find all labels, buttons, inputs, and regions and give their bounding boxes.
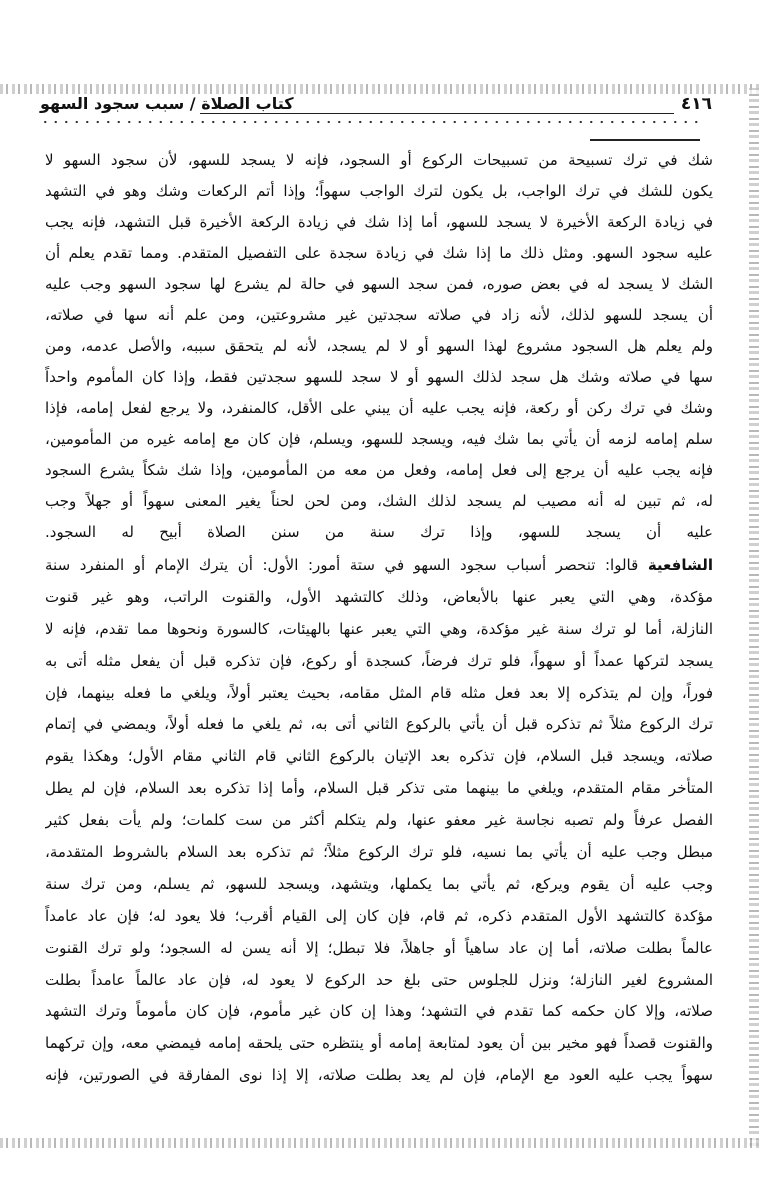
text-line: والقنوت قصداً فهو مخير بين أن يعود لمتابعة إمامه أو ينتظره حتى يلحقه إمامه فيمضي معه، وإن تركهما bbox=[45, 1034, 713, 1053]
text-line: المتأخر مقام المتقدم، ويلغي ما بينهما متى تذكر قبل السلام، وأما إذا تذكره بعد السلام، فإن لم يطل bbox=[45, 779, 713, 798]
text-line: الشك لا يسجد له في بعض صوره، فمن سجد السهو في حالة لم يشرع لها سجود السهو وجب عليه bbox=[45, 275, 713, 293]
header-rule bbox=[200, 113, 674, 114]
text-line: صلاته، وإلا كان حكمه كما تقدم في التشهد؛ وهذا إن كان غير مأموم، فإن كان مأموماً وترك التشهد bbox=[45, 1002, 713, 1021]
school-name-shafiiya: الشافعية bbox=[647, 556, 713, 574]
page-number: ٤١٦ bbox=[680, 94, 712, 114]
text-line: ولم يعلم هل السجود مشروع لهذا السهو أو لا لم يسجد، لأنه لم يتحقق سببه، والأصل عدمه، ومن bbox=[45, 337, 713, 355]
text-line: مؤكدة، وهي التي يعبر عنها بالأبعاض، وذلك كالتشهد الأول، والقنوت الراتب، وهو غير قنوت bbox=[45, 587, 713, 606]
text-line: يسجد لتركها عمداً أو سهواً، فلو ترك فرضاً، كسجدة أو ركوع، فإن تذكره قبل أن يفعل مثله أتى به bbox=[45, 651, 713, 670]
decorative-border-bottom bbox=[0, 1138, 760, 1148]
text-line: وشك في ترك ركن أو ركعة، فإنه يجب عليه أن يبني على الأقل، كالمنفرد، ولا يرجع لفعل إمامه، فإذا bbox=[45, 399, 713, 417]
paragraph-1 bbox=[45, 145, 713, 548]
running-title: كتاب الصلاة / سبب سجود السهو bbox=[40, 94, 294, 113]
text-line: شك في ترك تسبيحة من تسبيحات الركوع أو السجود، فإنه لا يسجد للسهو، لأن سجود السهو لا bbox=[45, 151, 713, 169]
text-line: سهواً يجب عليه العود مع الإمام، فإن لم يعد بطلت صلاته، إلا إذا نوى المفارقة في الصورتين، فإنه bbox=[45, 1066, 713, 1085]
text-line: النازلة، أما لو ترك سنة غير مؤكدة، وهي التي يعبر عنها بالهيئات، كالسورة ونحوها مما تقدم، فإنه لا bbox=[45, 619, 713, 638]
text-line: وجب عليه أن يقوم ويركع، ثم يأتي بما يكملها، ويتشهد، ويسجد للسهو، ثم يسلم، ومن ترك سنة bbox=[45, 874, 713, 893]
text-line: فإنه يجب عليه أن يرجع إلى فعل إمامه، وفعل من معه من المأمومين، وإذا شك شكاً يشرع السجود bbox=[45, 461, 713, 479]
text-line: مبطل وجب عليه أن يأتي بما نسيه، فلو ترك الركوع مثلاً؛ ثم تذكره بعد السلام بالشروط المتقدمة، bbox=[45, 843, 713, 862]
decorative-border-right bbox=[749, 88, 759, 1146]
text-line: في زيادة الركعة الأخيرة لا يسجد للسهو، أما إذا شك في زيادة الركعة الأخيرة قبل التشهد، فإنه يجب bbox=[45, 213, 713, 231]
footnote-rule bbox=[590, 139, 700, 141]
text-line: عليه أن يسجد للسهو، وإذا ترك سنة من سنن الصلاة أبيح له السجود. bbox=[45, 523, 713, 541]
page-header bbox=[40, 94, 712, 120]
text-line: ترك الركوع مثلاً ثم تذكره قبل أن يأتي بالركوع الثاني أتى به، ثم يلغي ما فعله أولاً، ويمضي في إتمام bbox=[45, 715, 713, 734]
text-line: يكون للشك في ترك الواجب، بل يكون لترك الواجب سهواً؛ وإذا أتم الركعات وشك وهو في التشهد bbox=[45, 182, 713, 200]
dotted-separator bbox=[40, 120, 705, 124]
text-line: المشروع لغير النازلة؛ ونزل للجلوس حتى بلغ حد الركوع لا يعود له، فإن عاد عالماً عامداً بطلت bbox=[45, 970, 713, 989]
text-line: عليه سجود السهو. ومثل ذلك ما إذا شك في زيادة سجدة على التفصيل المتقدم. ومما تقدم يعلم أن bbox=[45, 244, 713, 262]
text-line bbox=[45, 550, 713, 582]
text-line: عالماً بطلت صلاته، أما إن عاد ساهياً أو جاهلاً، فلا تبطل؛ إلا أنه يسن له السجود؛ ولو ترك القنوت bbox=[45, 938, 713, 957]
text-line-rest: قالوا: تنحصر أسباب سجود السهو في ستة أمور: الأول: أن يترك الإمام أو المنفرد سنة bbox=[45, 556, 648, 574]
text-line: له، ثم تبين له أنه مصيب لم يسجد لذلك الشك، ومن لحن لحناً يغير المعنى سهواً أو جهلاً وجب bbox=[45, 492, 713, 510]
text-line: فوراً، وإن لم يتذكره إلا بعد فعل مثله قام المثل مقامه، بحيث يعتبر أولاً، ويلغي ما فعله بينهما، فإن bbox=[45, 683, 713, 702]
decorative-border-top bbox=[0, 84, 760, 94]
text-line: مؤكدة كالتشهد الأول المتقدم ذكره، ثم قام، فإن كان إلى القيام أقرب؛ فلا يعود له؛ فإن عاد عامداً bbox=[45, 906, 713, 925]
text-line: سها في صلاته وشك هل سجد لذلك السهو أو لا سجد للسهو سجدتين فقط، وإذا كان المأموم واحداً bbox=[45, 368, 713, 386]
text-line: أن يسجد للسهو لذلك، لأنه زاد في صلاته سجدتين غير مشروعتين، ومن علم أنه سها في صلاته، bbox=[45, 306, 713, 324]
text-line: الفصل عرفاً ولم تصبه نجاسة غير معفو عنها، ولم يتكلم أكثر من ست كلمات؛ ولم يأت بفعل كثير bbox=[45, 811, 713, 830]
text-line: صلاته، ويسجد قبل السلام، فإن تذكره بعد الإتيان بالركوع الثاني قام الثاني مقام الأول؛ وهكذا يقوم bbox=[45, 747, 713, 766]
paragraph-2-shafii bbox=[45, 550, 713, 1092]
text-line: سلم إمامه لزمه أن يأتي بما شك فيه، ويسجد للسهو، ويسلم، فإن كان مع إمامه غيره من المأمومين، bbox=[45, 430, 713, 448]
